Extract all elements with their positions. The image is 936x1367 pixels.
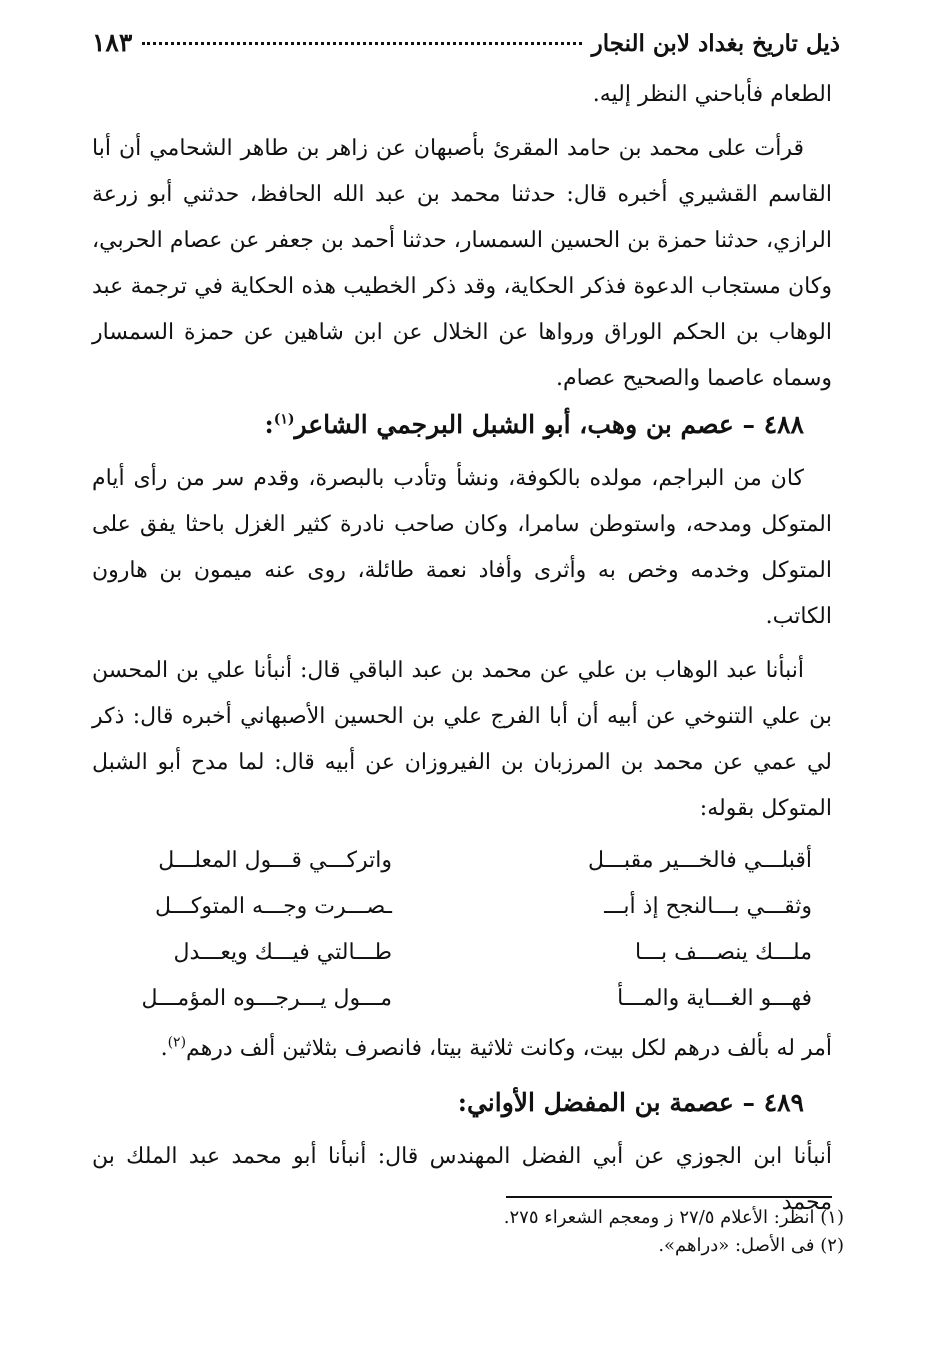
paragraph-biography: كان من البراجم، مولده بالكوفة، ونشأ وتأدب بالبصرة، وقدم سر من رأى أيام المتوكل ومدحه، واستوطن سامرا، وكان صاحب نادرة كثير الغزل باحثا يفق على المتوكل وخدمه وخص به وأثرى وأفاد نعمة طائلة، روى عنه ميمون بن هارون الكاتب. — [92, 466, 832, 629]
verse-second-hemistich: ـصـــرت وجـــه المتوكـــل — [154, 894, 392, 919]
entry-heading-488 — [92, 402, 832, 448]
paragraph-narration-3: أنبأنا ابن الجوزي عن أبي الفضل المهندس قال: أنبأنا أبو محمد عبد الملك بن محمد — [92, 1144, 832, 1215]
paragraph-reward — [92, 1026, 832, 1072]
entry-heading-488-text: ٤٨٨ – عصم بن وهب، أبو الشبل البرجمي الشاعر — [294, 410, 804, 439]
verse-second-hemistich: مـــول يـــرجـــوه المؤمـــل — [141, 986, 392, 1011]
page-number: ١٨٣ — [92, 28, 133, 57]
footnote-1: (١) انظر: الأعلام ٢٧/٥ ز ومعجم الشعراء ٢٧٥. — [503, 1207, 844, 1228]
verse-first-hemistich: ملـــك ينصـــف بـــا — [634, 940, 812, 965]
paragraph-narration-2: أنبأنا عبد الوهاب بن علي عن محمد بن عبد الباقي قال: أنبأنا علي بن المحسن بن علي التنوخي عن أبيه أن أبا الفرج علي بن الحسين الأصبهاني أخبره قال: ذكر لي عمي عن محمد بن المرزبان بن الفيروزان عن أبيه قال: لما مدح أبو الشبل المتوكل بقوله: — [92, 658, 832, 821]
main-text — [92, 72, 832, 1226]
verse-first-hemistich: أقبلـــي فالخـــير مقبـــل — [588, 848, 812, 873]
paragraph-reward-end: . — [160, 1036, 168, 1061]
verse-second-hemistich: طـــالتي فيـــك ويعـــدل — [173, 940, 392, 965]
verse-second-hemistich: واتركـــي قـــول المعلـــل — [158, 848, 392, 873]
entry-heading-489: ٤٨٩ – عصمة بن المفضل الأواني: — [457, 1088, 804, 1117]
running-header — [92, 28, 840, 68]
footnote-2: (٢) فى الأصل: «دراهم». — [658, 1235, 844, 1256]
poem — [92, 838, 832, 1022]
poem-verse — [92, 930, 832, 976]
poem-verse — [92, 884, 832, 930]
footnote-ref-1: (١) — [273, 411, 295, 428]
poem-verse — [92, 838, 832, 884]
footnote-separator — [506, 1196, 832, 1198]
book-title: ذيل تاريخ بغداد لابن النجار — [591, 30, 840, 57]
footnote-ref-2: (٢) — [167, 1034, 187, 1051]
poem-verse — [92, 976, 832, 1022]
paragraph-continuation: الطعام فأباحني النظر إليه. — [592, 82, 832, 107]
paragraph-reward-text: أمر له بألف درهم لكل بيت، وكانت ثلاثية بيتا، فانصرف بثلاثين ألف درهم — [186, 1036, 832, 1061]
verse-first-hemistich: فهـــو الغـــاية والمـــأ — [617, 986, 812, 1011]
paragraph-narration-1: قرأت على محمد بن حامد المقرئ بأصبهان عن زاهر بن طاهر الشحامي أن أبا القاسم القشيري أخبره قال: حدثنا محمد بن عبد الله الحافظ، حدثني أبو زرعة الرازي، حدثنا حمزة بن الحسين السمسار، حدثنا أحمد بن جعفر عن عصام الحربي، وكان مستجاب الدعوة فذكر الحكاية، وقد ذكر الخطيب هذه الحكاية في ترجمة عبد الوهاب بن الحكم الوراق ورواها عن الخلال عن ابن شاهين عن حمزة السمسار وسماه عاصما والصحيح عصام. — [92, 136, 832, 391]
entry-heading-488-colon: : — [264, 410, 274, 439]
footnotes — [92, 1204, 844, 1260]
header-leader-dots — [142, 42, 581, 45]
verse-first-hemistich: وثقـــي بـــالنجح إذ أبـــ — [604, 894, 812, 919]
